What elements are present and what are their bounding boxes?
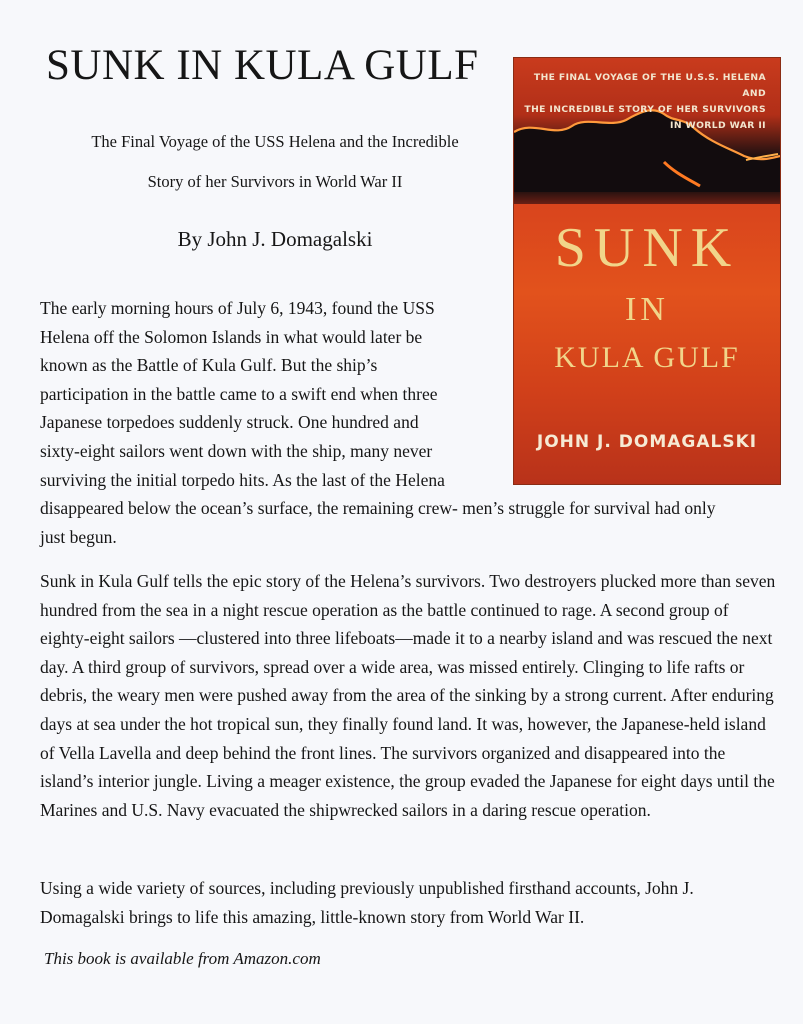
cover-tagline-line-3: IN WORLD WAR II: [670, 120, 766, 131]
cover-tagline-line-2: THE INCREDIBLE STORY OF HER SURVIVORS: [524, 104, 766, 115]
intro-line-2: Helena off the Solomon Islands in what would later be: [40, 326, 423, 347]
cover-author: JOHN J. DOMAGALSKI: [536, 432, 758, 452]
subtitle-line-1: The Final Voyage of the USS Helena and the Incredible: [91, 132, 459, 151]
intro-line-8: disappeared below the ocean’s surface, the remaining crew- men’s struggle for survival had only: [40, 498, 716, 519]
paragraph-intro: [40, 294, 780, 551]
byline: By John J. Domagalski: [177, 227, 373, 251]
intro-line-5: Japanese torpedoes suddenly struck. One hundred and: [40, 412, 419, 433]
availability-note: This book is available from Amazon.com: [44, 949, 321, 968]
subtitle-line-2: Story of her Survivors in World War II: [147, 172, 403, 191]
intro-line-3: known as the Battle of Kula Gulf. But the ship’s: [40, 355, 378, 376]
paragraph-sources: Using a wide variety of sources, including previously unpublished firsthand accounts, John J. Domagalski brings to life this amazing, little-known story from World War II.: [40, 878, 694, 927]
intro-line-6: sixty-eight sailors went down with the ship, many never: [40, 440, 433, 461]
paragraph-summary: Sunk in Kula Gulf tells the epic story of the Helena’s survivors. Two destroyers plucked more than seven hundred from the sea in a night rescue operation as the battle continued to rage. A second group of eighty-eight sailors —clustered into three lifeboats—made it to a nearby island and was rescued the next day. A third group of survivors, spread over a wide area, was missed entirely. Clinging to life rafts or debris, the weary men were pushed away from the area of the sinking by a strong current. After enduring days at sea under the hot tropical sun, they finally found land. It was, however, the Japanese-held island of Vella Lavella and deep behind the front lines. The survivors organized and disappeared into the island’s interior jungle. Living a meager existence, the group evaded the Japanese for eight days until the Marines and U.S. Navy evacuated the shipwrecked sailors in a daring rescue operation.: [40, 571, 776, 820]
intro-line-9: just begun.: [40, 526, 117, 547]
cover-title-kula-gulf: KULA GULF: [554, 341, 740, 374]
cover-horizon: [514, 192, 780, 204]
cover-tagline-line-1: THE FINAL VOYAGE OF THE U.S.S. HELENA AND: [533, 72, 766, 99]
intro-line-4: participation in the battle came to a swift end when three: [40, 383, 438, 404]
cover-title-sunk: SUNK: [554, 217, 740, 279]
intro-line-1: The early morning hours of July 6, 1943, found the USS: [40, 298, 435, 318]
cover-tagline: [516, 70, 766, 134]
cover-title-in: IN: [625, 291, 669, 328]
subtitle: [40, 122, 510, 202]
intro-line-7: surviving the initial torpedo hits. As the last of the Helena: [40, 469, 445, 490]
page-title: SUNK IN KULA GULF: [46, 42, 479, 89]
